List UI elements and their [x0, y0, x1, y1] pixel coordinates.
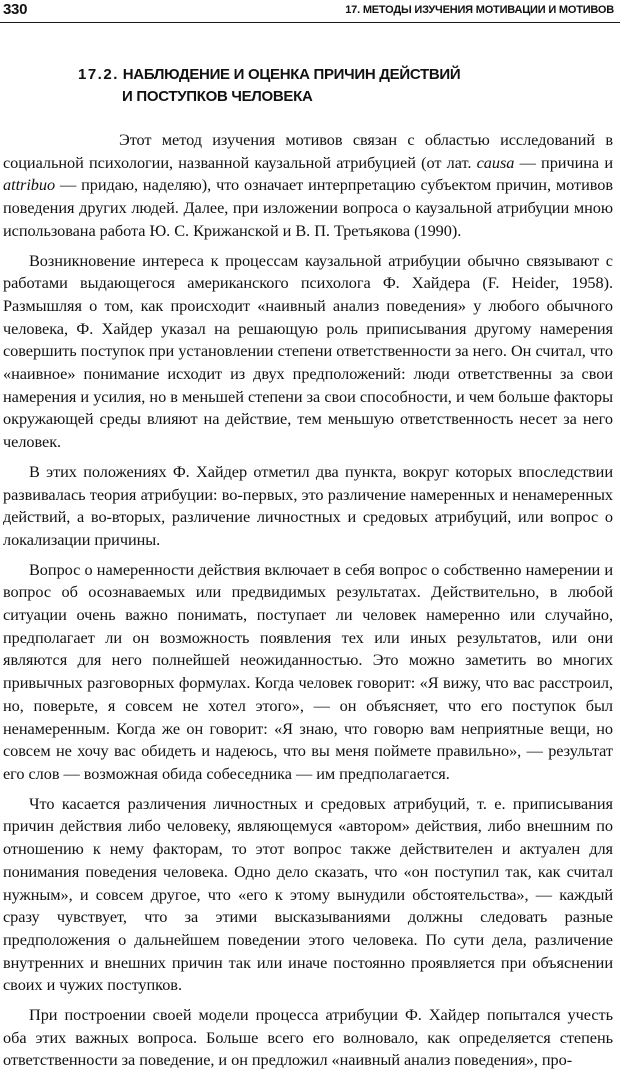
section-number: 17.2. [78, 66, 119, 83]
latin-term-attribuo: attribuo [3, 175, 56, 195]
paragraph: В этих положениях Ф. Хайдер отметил два пункта, вокруг которых впоследствии развивалась теория атрибуции: во-первых, это различение намеренных и ненамеренных действий, а во-вторых, различение личностных и средовых атрибуций, или вопрос о локализации причины. [3, 461, 613, 549]
paragraph: Что касается различения личностных и средовых атрибуций, т. е. приписывания причин действия либо человеку, являющемуся «автором» действия, либо внешним по отношению к нему факторам, то этот вопрос также действителен и актуален для понимания поведения человека. Одно дело сказать, что «он поступил так, как считал нужным», и совсем другое, что «его к этому вынудили обстоятельства», — каждый сразу чувствует, что за этими высказываниями должны следовать разные предположения о дальнейшем поведении этого человека. По сути дела, различение внутренних и внешних причин так или иначе постоянно проявляется при объяснении своих и чужих поступков. [3, 793, 613, 995]
section-heading [78, 64, 548, 108]
section-title-line1: НАБЛЮДЕНИЕ И ОЦЕНКА ПРИЧИН ДЕЙСТВИЙ [122, 66, 461, 83]
latin-term-causa: causa [476, 152, 515, 172]
section-title-line2: И ПОСТУПКОВ ЧЕЛОВЕКА [122, 88, 313, 105]
running-head [0, 0, 620, 23]
page-number: 330 [3, 1, 28, 18]
paragraph-text: — причина и [514, 152, 614, 172]
body-text [3, 129, 613, 1079]
paragraph-text: — придаю, наделяю), что означает интерпретацию субъектом причин, мотивов поведения других людей. Далее, при изложении вопроса о каузальной атрибуции мною использована работа Ю. С. Крижанской и В. П. Третьякова (1990). [3, 175, 613, 240]
paragraph [3, 129, 613, 243]
paragraph: При построении своей модели процесса атрибуции Ф. Хайдер попытался учесть оба этих важных вопроса. Больше всего его волновало, как определяется степень ответственности за поведение, и он предложил «наивный анализ поведения», про- [3, 1005, 613, 1070]
chapter-title: 17. МЕТОДЫ ИЗУЧЕНИЯ МОТИВАЦИИ И МОТИВОВ [345, 4, 614, 16]
paragraph: Вопрос о намеренности действия включает в себя вопрос о собственно намерении и вопрос об осознаваемых или предвидимых результатах. Действительно, в любой ситуации очень важно понимать, поступает ли человек намеренно или случайно, предполагает ли он возможность появления тех или иных результатов, или они являются для него полнейшей неожиданностью. Это можно заметить во многих привычных разговорных формулах. Когда человек говорит: «Я вижу, что вас расстроил, но, поверьте, я совсем не хотел этого», — он объясняет, что его поступок был ненамеренным. Когда же он говорит: «Я знаю, что говорю вам неприятные вещи, но совсем не хочу вас обидеть и надеюсь, что вы меня поймете правильно», — результат его слов — возможная обида собеседника — им предполагается. [3, 559, 613, 783]
paragraph: Возникновение интереса к процессам каузальной атрибуции обычно связывают с работами выдающегося американского психолога Ф. Хайдера (F. Heider, 1958). Размышляя о том, как происходит «наивный анализ поведения» у любого обычного человека, Ф. Хайдер указал на решающую роль приписывания другому намерения совершить поступок при установлении степени ответственности за него. Он считал, что «наивное» понимание исходит из двух предположений: люди ответственны за свои намерения и усилия, но в меньшей степени за свои способности, и чем больше факторы окружающей среды влияют на действие, тем меньшую ответственность несет за него человек. [3, 250, 613, 452]
paragraph-text: Этот метод изучения мотивов связан с областью исследований в социальной психологии, названной каузальной атрибуцией (от лат. [3, 130, 613, 172]
